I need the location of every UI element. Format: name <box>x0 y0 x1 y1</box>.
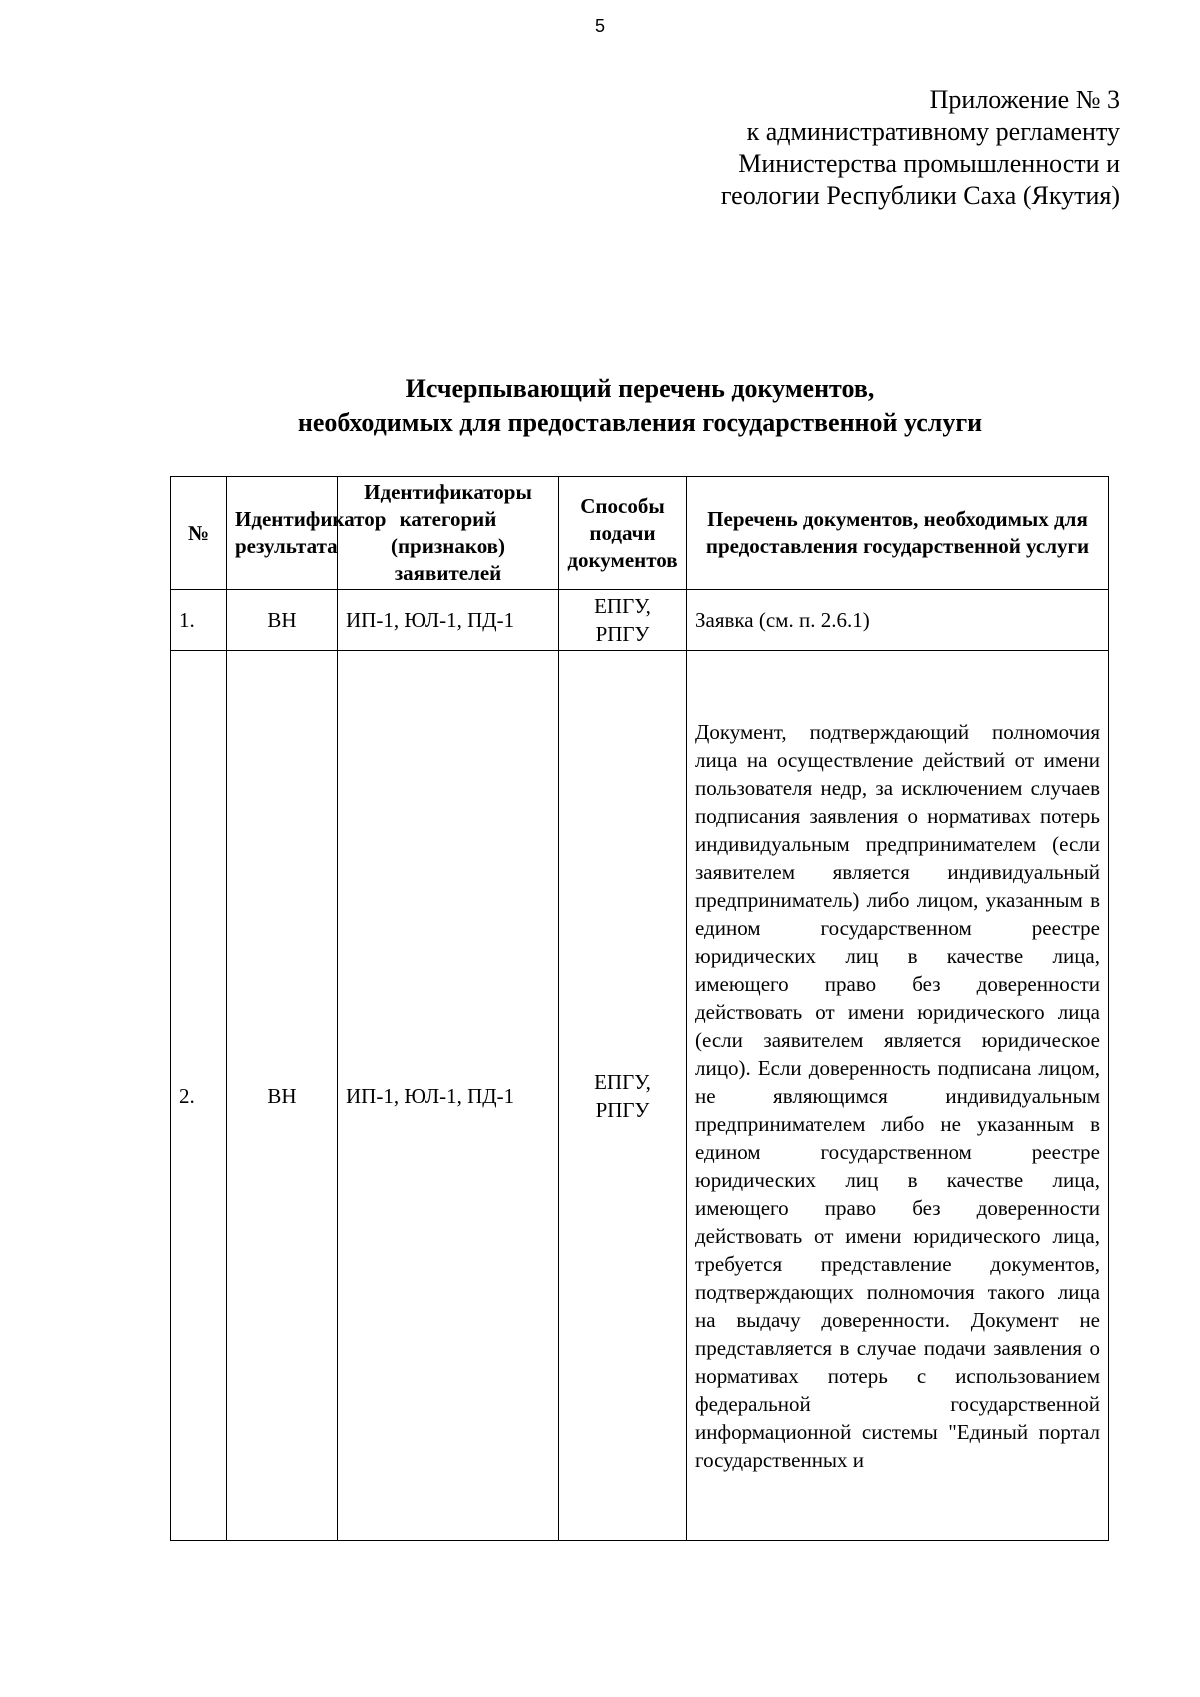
document-title-line-1: Исчерпывающий перечень документов, <box>405 374 875 403</box>
cell-category-ids: ИП-1, ЮЛ-1, ПД-1 <box>338 651 559 1541</box>
document-title <box>160 372 1120 440</box>
cell-number: 1. <box>171 590 227 651</box>
document-title-line-2: необходимых для предоставления государственной услуги <box>297 408 983 437</box>
appendix-line-2: к административному регламенту <box>746 117 1120 146</box>
table-row <box>171 651 1109 1541</box>
appendix-line-3: Министерства промышленности и <box>738 149 1120 178</box>
header-submission-methods: Способы подачи документов <box>559 477 687 590</box>
cell-submission-methods: ЕПГУ, РПГУ <box>559 590 687 651</box>
appendix-line-1: Приложение № 3 <box>929 85 1120 114</box>
cell-result-id: ВН <box>227 651 338 1541</box>
header-result-id: Идентификатор результата <box>227 477 338 590</box>
cell-number: 2. <box>171 651 227 1541</box>
header-number: № <box>171 477 227 590</box>
header-category-ids: Идентификаторы категорий (признаков) заявителей <box>338 477 559 590</box>
cell-category-ids: ИП-1, ЮЛ-1, ПД-1 <box>338 590 559 651</box>
documents-table <box>170 476 1109 1541</box>
cell-result-id: ВН <box>227 590 338 651</box>
table-header-row <box>171 477 1109 590</box>
cell-documents: Заявка (см. п. 2.6.1) <box>687 590 1109 651</box>
header-documents-list: Перечень документов, необходимых для предоставления государственной услуги <box>687 477 1109 590</box>
appendix-line-4: геологии Республики Саха (Якутия) <box>720 181 1120 210</box>
table-row <box>171 590 1109 651</box>
cell-submission-methods: ЕПГУ, РПГУ <box>559 651 687 1541</box>
page-number: 5 <box>594 16 605 36</box>
cell-documents: Документ, подтверждающий полномочия лица на осуществление действий от имени пользователя недр, за исключением случаев подписания заявления о нормативах потерь индивидуальным предпринимателем (если заявителем является индивидуальный предприниматель) либо лицом, указанным в едином государственном реестре юридических лиц в качестве лица, имеющего право без доверенности действовать от имени юридического лица (если заявителем является юридическое лицо). Если доверенность подписана лицом, не являющимся индивидуальным предпринимателем либо не указанным в едином государственном реестре юридических лиц в качестве лица, имеющего право без доверенности действовать от имени юридического лица, требуется представление документов, подтверждающих полномочия такого лица на выдачу доверенности. Документ не представляется в случае подачи заявления о нормативах потерь с использованием федеральной государственной информационной системы "Единый портал государственных и <box>687 651 1109 1541</box>
appendix-header <box>721 84 1120 212</box>
